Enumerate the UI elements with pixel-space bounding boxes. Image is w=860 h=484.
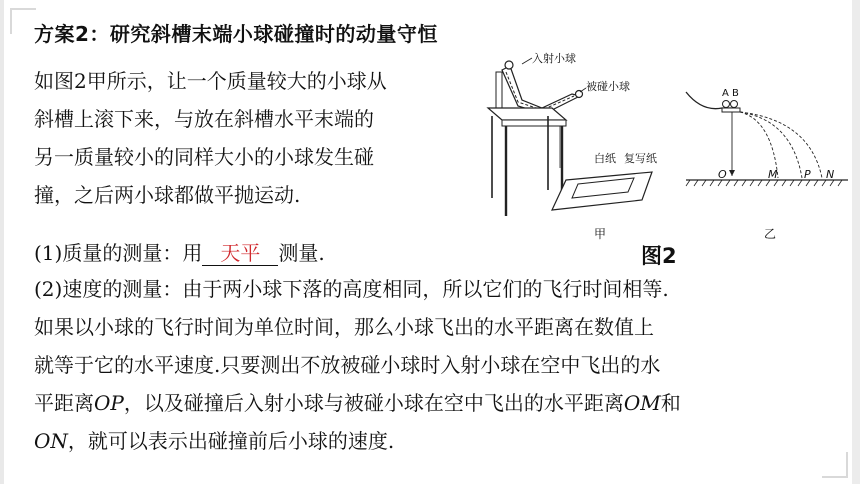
- section-title: 方案2：研究斜槽末端小球碰撞时的动量守恒: [34, 22, 438, 46]
- figure-jia-apparatus: [482, 50, 682, 250]
- ball-a: [723, 101, 730, 108]
- left-edge: [0, 0, 4, 484]
- speed-text: ，就可以表示出碰撞前后小球的速度.: [67, 429, 395, 453]
- ground-hatch: [686, 180, 842, 186]
- point-m: M: [768, 168, 778, 181]
- table-top: [488, 108, 566, 120]
- point-p: P: [804, 168, 811, 181]
- incident-ball-label: 入射小球: [532, 52, 576, 65]
- speed-text: 和: [660, 391, 681, 415]
- table-edge: [502, 120, 566, 126]
- mass-measurement: [34, 234, 325, 272]
- carbon-paper-label: 复写纸: [624, 152, 657, 165]
- chute-end: [722, 108, 740, 112]
- speed-text: 平距离: [34, 391, 94, 415]
- intro-line: 斜槽上滚下来，与放在斜槽水平末端的: [34, 107, 374, 131]
- speed-line: [34, 422, 681, 460]
- speed-line: 如果以小球的飞行时间为单位时间，那么小球飞出的水平距离在数值上: [34, 315, 654, 339]
- white-paper-label: 白纸: [594, 152, 616, 165]
- speed-text: ，以及碰撞后入射小球与被碰小球在空中飞出的水平距离: [123, 391, 624, 415]
- frame-corner-bottom-right: [822, 452, 848, 478]
- distance-on: ON: [34, 429, 68, 453]
- mass-suffix: 测量.: [278, 241, 325, 265]
- figure-caption: 图2: [641, 244, 677, 268]
- speed-line: 就等于它的水平速度.只要测出不放被碰小球时入射小球在空中飞出的水: [34, 353, 661, 377]
- incident-ball: [505, 61, 513, 69]
- point-o: O: [718, 168, 727, 181]
- chute-support: [496, 72, 502, 108]
- mass-answer-blank: 天平: [202, 241, 278, 266]
- chute: [502, 66, 580, 114]
- distance-om: OM: [623, 391, 661, 415]
- speed-line: (2)速度的测量：由于两小球下落的高度相同，所以它们的飞行时间相等.: [34, 277, 669, 301]
- right-edge: [852, 0, 860, 484]
- figure-jia-label: 甲: [594, 227, 607, 241]
- target-ball: [576, 91, 583, 98]
- intro-line: 撞，之后两小球都做平抛运动.: [34, 183, 301, 207]
- intro-line: 如图2甲所示，让一个质量较大的小球从: [34, 69, 387, 93]
- figure-yi-label: 乙: [764, 227, 777, 241]
- speed-line: [34, 384, 681, 422]
- arrow-head: [729, 170, 735, 176]
- frame-corner-top-left: [10, 8, 36, 34]
- label-a: A: [722, 88, 729, 99]
- speed-measurement: [34, 270, 681, 460]
- point-n: N: [826, 168, 835, 181]
- ball-b: [731, 101, 738, 108]
- distance-op: OP: [94, 391, 124, 415]
- label-b: B: [732, 88, 739, 99]
- mass-prefix: (1)质量的测量：用: [34, 241, 203, 265]
- label-leader: [522, 58, 532, 64]
- intro-paragraph: [34, 62, 387, 214]
- target-ball-label: 被碰小球: [586, 80, 630, 93]
- figure-yi-trajectory: [682, 80, 852, 250]
- intro-line: 另一质量较小的同样大小的小球发生碰: [34, 145, 374, 169]
